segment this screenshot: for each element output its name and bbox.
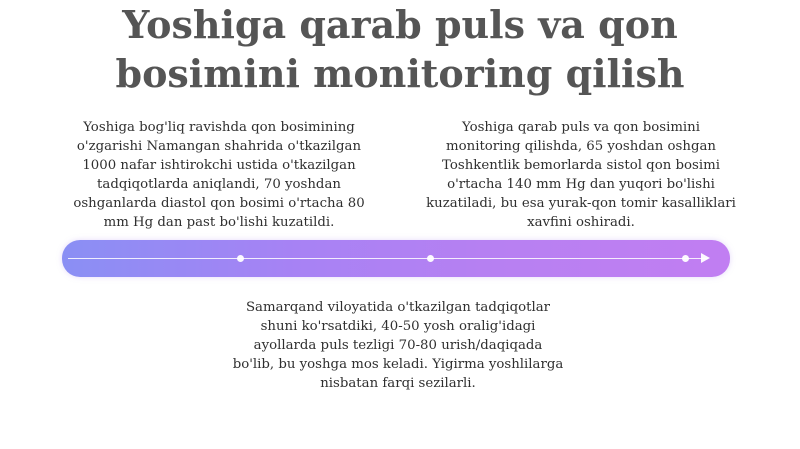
note-namangan: Yoshiga bog'liq ravishda qon bosimining o'zgarishi Namangan shahrida o'tkazilgan 1000 nafar ishtirokchi ustida o'tkazilgan tadqiqotlarda aniqlandi, 70 yoshdan oshganlarda diastol qon bosimi o'rtacha 80 mm Hg dan past bo'lishi kuzatildi.	[73, 120, 365, 230]
timeline-marker-right	[682, 255, 689, 262]
timeline-marker-center	[427, 255, 434, 262]
arrow-right-icon	[701, 253, 710, 263]
note-toshkent: Yoshiga qarab puls va qon bosimini monitoring qilishda, 65 yoshdan oshgan Toshkentlik bemorlarda sistol qon bosimi o'rtacha 140 mm Hg dan yuqori bo'lishi kuzatiladi, bu esa yurak-qon tomir kasalliklari xavfini oshiradi.	[426, 120, 736, 230]
timeline-bar	[62, 240, 730, 277]
note-samarqand: Samarqand viloyatida o'tkazilgan tadqiqotlar shuni ko'rsatdiki, 40-50 yosh oralig'idagi ayollarda puls tezligi 70-80 urish/daqiqada bo'lib, bu yoshga mos keladi. Yigirma yoshlilarga nisbatan farqi sezilarli.	[232, 300, 564, 391]
slide-title: Yoshiga qarab puls va qon bosimini monitoring qilish	[115, 2, 685, 96]
timeline-marker-left	[237, 255, 244, 262]
timeline-line	[68, 258, 708, 259]
